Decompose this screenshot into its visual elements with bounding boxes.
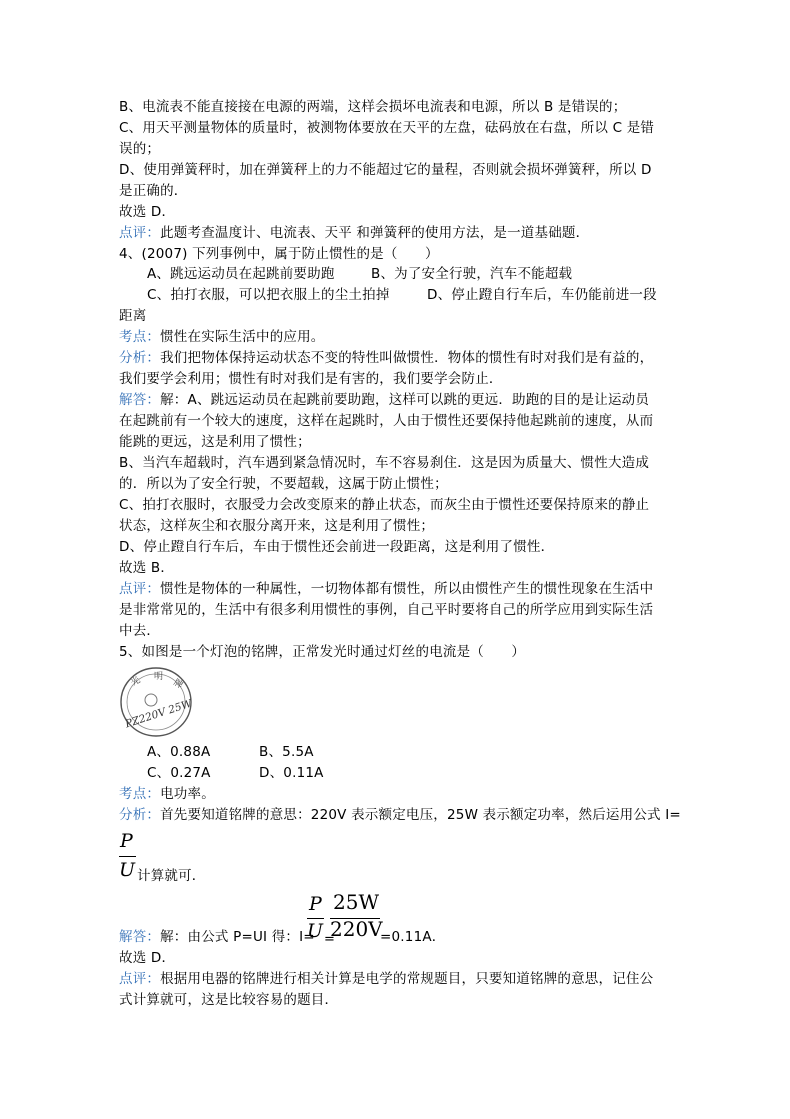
nameplate-char-2: 明 <box>154 672 164 682</box>
comment-label: 点评： <box>119 225 161 241</box>
comment-line-4-3: 中去． <box>119 623 161 639</box>
option-a: A、跳远运动员在起跳前要助跑 <box>147 266 335 282</box>
equals-sign: = <box>324 932 336 947</box>
option-5a: A、0.88A <box>147 744 211 760</box>
question-4-options-ab <box>147 264 572 284</box>
option-5c: C、0.27A <box>147 765 211 781</box>
comment-line-5-2: 式计算就可，这是比较容易的题目． <box>119 992 339 1008</box>
question-4-title: 4、(2007) 下列事例中，属于防止惯性的是（ ） <box>119 246 439 262</box>
question-5-options-cd <box>147 763 324 783</box>
comment-text-4: 惯性是物体的一种属性，一切物体都有惯性，所以由惯性产生的惯性现象在生活中 <box>160 581 654 597</box>
choice-line-5: 故选 D． <box>119 950 176 966</box>
option-d-cont: 距离 <box>119 308 147 324</box>
option-b: B、为了安全行驶，汽车不能超载 <box>371 266 573 282</box>
comment-label-4: 点评： <box>119 581 161 597</box>
answer-line-b: B、电流表不能直接接在电源的两端，这样会损坏电流表和电源，所以 B 是错误的； <box>119 99 627 115</box>
option-5d: D、0.11A <box>259 765 324 781</box>
solution-label: 解答： <box>119 392 161 408</box>
fraction-1-numerator: P <box>120 830 133 852</box>
comment-text-5: 根据用电器的铭牌进行相关计算是电学的常规题目，只要知道铭牌的意思，记住公 <box>160 971 654 987</box>
comment-line-4-2: 是非常常见的，生活中有很多利用惯性的事例，自己平时要将自己的所学应用到实际生活 <box>119 602 654 618</box>
fraction-2-bar <box>307 918 324 919</box>
fraction-1-denominator: U <box>119 859 136 881</box>
solution-line-5: 的．所以为了安全行驶，不要超载，这属于防止惯性； <box>119 476 448 492</box>
question-5-title: 5、如图是一个灯泡的铭牌，正常发光时通过灯丝的电流是（ ） <box>119 644 526 660</box>
kaodian-label: 考点： <box>119 329 161 345</box>
answer-line-c: C、用天平测量物体的质量时，被测物体要放在天平的左盘，砝码放在右盘，所以 C 是错 <box>119 120 655 136</box>
bulb-nameplate-image <box>118 664 198 740</box>
question-5-options-ab <box>147 742 314 762</box>
nameplate-char-3: 牌 <box>171 677 185 692</box>
kaodian-label-5: 考点： <box>119 786 161 802</box>
choice-line: 故选 D． <box>119 204 176 220</box>
solution-text: 解：A、跳远运动员在起跳前要助跑，这样可以跳的更远．助跑的目的是让运动员 <box>160 392 650 408</box>
nameplate-char-1: 光 <box>129 675 143 689</box>
nameplate-spec: PZ220V 25W <box>123 697 194 731</box>
fraction-2-denominator: U <box>307 920 324 942</box>
solution-result-5: =0.11A． <box>380 929 446 945</box>
kaodian-text: 惯性在实际生活中的应用。 <box>160 329 325 345</box>
kaodian-line-5 <box>119 784 215 804</box>
solution-line-6: C、拍打衣服时，衣服受力会改变原来的静止状态，而灰尘由于惯性还要保持原来的静止 <box>119 497 650 513</box>
fraction-3-numerator: 25W <box>333 890 380 914</box>
fraction-1-bar <box>119 856 136 857</box>
option-c: C、拍打衣服，可以把衣服上的尘土拍掉 <box>147 287 390 303</box>
fraction-3-denominator: 220V <box>330 917 383 941</box>
comment-label-5: 点评： <box>119 971 161 987</box>
kaodian-line <box>119 327 325 347</box>
solution-line-4: B、当汽车超载时，汽车遇到紧急情况时，车不容易刹住．这是因为质量大、惯性大造成 <box>119 455 650 471</box>
option-d: D、停止蹬自行车后，车仍能前进一段 <box>427 287 657 303</box>
comment-line-4-1 <box>119 579 653 599</box>
solution-line-2: 在起跳前有一个较大的速度，这样在起跳时，人由于惯性还要保持他起跳前的速度，从而 <box>119 413 654 429</box>
fraction-2-numerator: P <box>309 893 322 915</box>
solution-text-5: 解：由公式 P=UI 得：I= <box>160 929 315 945</box>
answer-line-d: D、使用弹簧秤时，加在弹簧秤上的力不能超过它的量程，否则就会损坏弹簧秤，所以 D <box>119 162 652 178</box>
analysis-tail-5: 计算就可． <box>137 868 206 884</box>
solution-line-7: 状态，这样灰尘和衣服分离开来，这是利用了惯性； <box>119 518 435 534</box>
analysis-line-2: 我们要学会利用；惯性有时对我们是有害的，我们要学会防止． <box>119 371 503 387</box>
analysis-text: 我们把物体保持运动状态不变的特性叫做惯性．物体的惯性有时对我们是有益的， <box>160 350 654 366</box>
comment-line <box>119 223 589 243</box>
answer-line-c-cont: 误的； <box>119 141 161 157</box>
solution-label-5: 解答： <box>119 929 161 945</box>
solution-line-8: D、停止蹬自行车后，车由于惯性还会前进一段距离，这是利用了惯性． <box>119 539 555 555</box>
analysis-line-5 <box>119 805 681 825</box>
option-5b: B、5.5A <box>259 744 314 760</box>
question-4-options-cd <box>147 285 657 305</box>
solution-line-3: 能跳的更远，这是利用了惯性； <box>119 434 311 450</box>
choice-line-4: 故选 B． <box>119 560 175 576</box>
kaodian-text-5: 电功率。 <box>160 786 215 802</box>
analysis-text-5: 首先要知道铭牌的意思：220V 表示额定电压，25W 表示额定功率，然后运用公式 I= <box>160 807 681 823</box>
analysis-line-1 <box>119 348 653 368</box>
analysis-label-5: 分析： <box>119 807 161 823</box>
answer-line-d-cont: 是正确的． <box>119 183 188 199</box>
comment-text: 此题考查温度计、电流表、天平 和弹簧秤的使用方法，是一道基础题． <box>160 225 590 241</box>
comment-line-5-1 <box>119 969 653 989</box>
solution-line-5 <box>119 927 315 947</box>
solution-line-1 <box>119 390 649 410</box>
analysis-label: 分析： <box>119 350 161 366</box>
